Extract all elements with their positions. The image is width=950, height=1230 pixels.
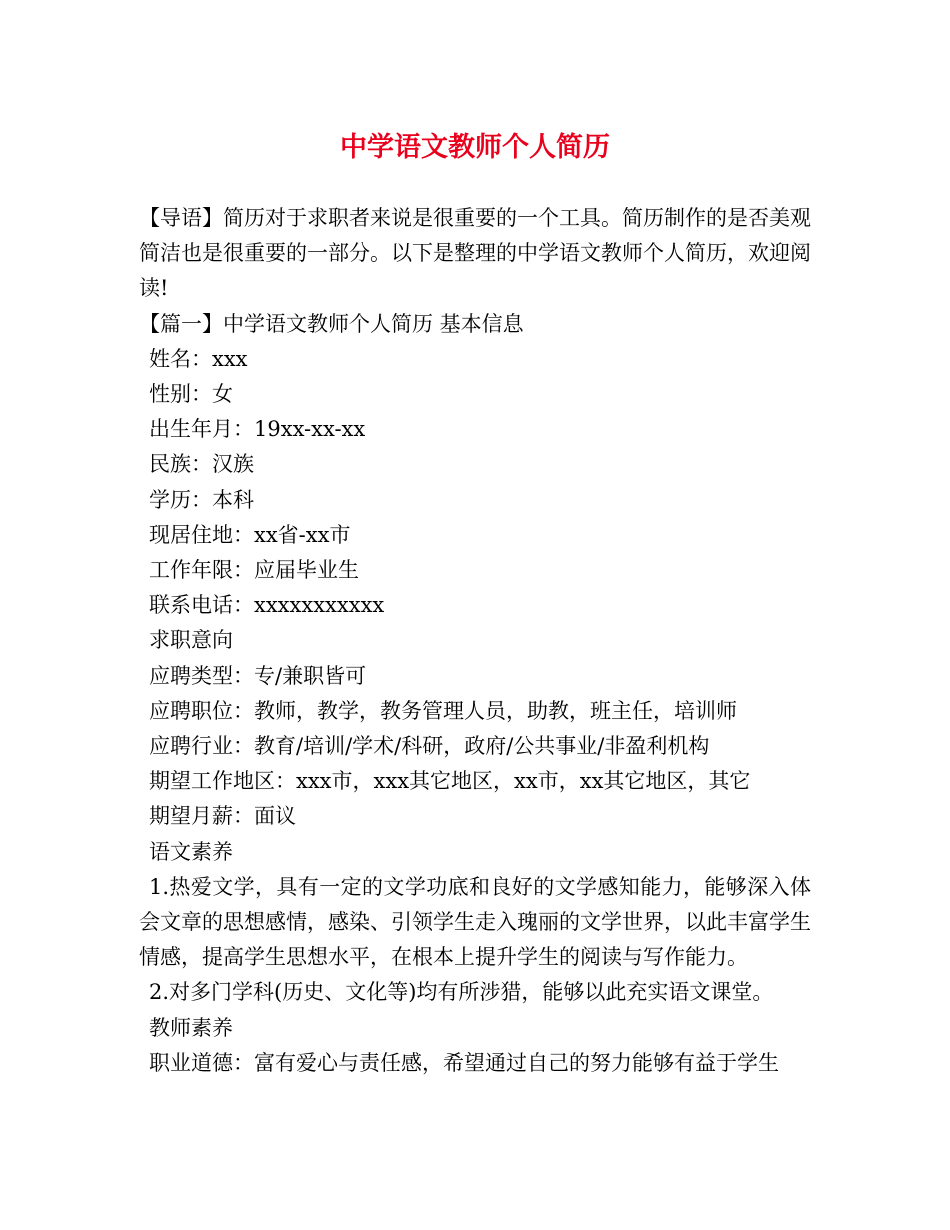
info-birth: 出生年月：19xx-xx-xx (149, 417, 366, 442)
job-industry: 应聘行业：教育/培训/学术/科研，政府/公共事业/非盈利机构 (149, 734, 710, 759)
literacy-item-1: 1.热爱文学，具有一定的文学功底和良好的文学感知能力，能够深入体会文章的思想感情，感染、引领学生走入瑰丽的文学世界，以此丰富学生情感，提高学生思想水平，在根本上提升学生的阅读与写作能力。 (139, 874, 811, 970)
literacy-header: 语文素养 (149, 839, 233, 864)
job-salary: 期望月薪：面议 (149, 804, 296, 829)
info-name: 姓名：xxx (149, 346, 248, 371)
info-residence: 现居住地：xx省-xx市 (149, 522, 351, 547)
teacher-item-ethics: 职业道德：富有爱心与责任感，希望通过自己的努力能够有益于学生 (149, 1050, 779, 1075)
job-position: 应聘职位：教师，教学，教务管理人员，助教，班主任，培训师 (149, 698, 737, 723)
info-education: 学历：本科 (149, 487, 254, 512)
document-body (139, 201, 811, 1081)
section-header: 【篇一】中学语文教师个人简历 基本信息 (139, 311, 524, 336)
info-phone: 联系电话：xxxxxxxxxxx (149, 593, 385, 618)
document-title: 中学语文教师个人简历 (340, 132, 610, 163)
job-region: 期望工作地区：xxx市，xxx其它地区，xx市，xx其它地区，其它 (149, 769, 751, 794)
job-intention-header: 求职意向 (149, 628, 233, 653)
teacher-header: 教师素养 (149, 1015, 233, 1040)
intro-paragraph: 【导语】简历对于求职者来说是很重要的一个工具。简历制作的是否美观简洁也是很重要的一部分。以下是整理的中学语文教师个人简历，欢迎阅读! (139, 206, 811, 301)
literacy-item-2: 2.对多门学科(历史、文化等)均有所涉猎，能够以此充实语文课堂。 (149, 980, 774, 1005)
info-ethnicity: 民族：汉族 (149, 452, 254, 477)
info-gender: 性别：女 (149, 382, 233, 407)
job-type: 应聘类型：专/兼职皆可 (149, 663, 367, 688)
info-work-years: 工作年限：应届毕业生 (149, 558, 359, 583)
